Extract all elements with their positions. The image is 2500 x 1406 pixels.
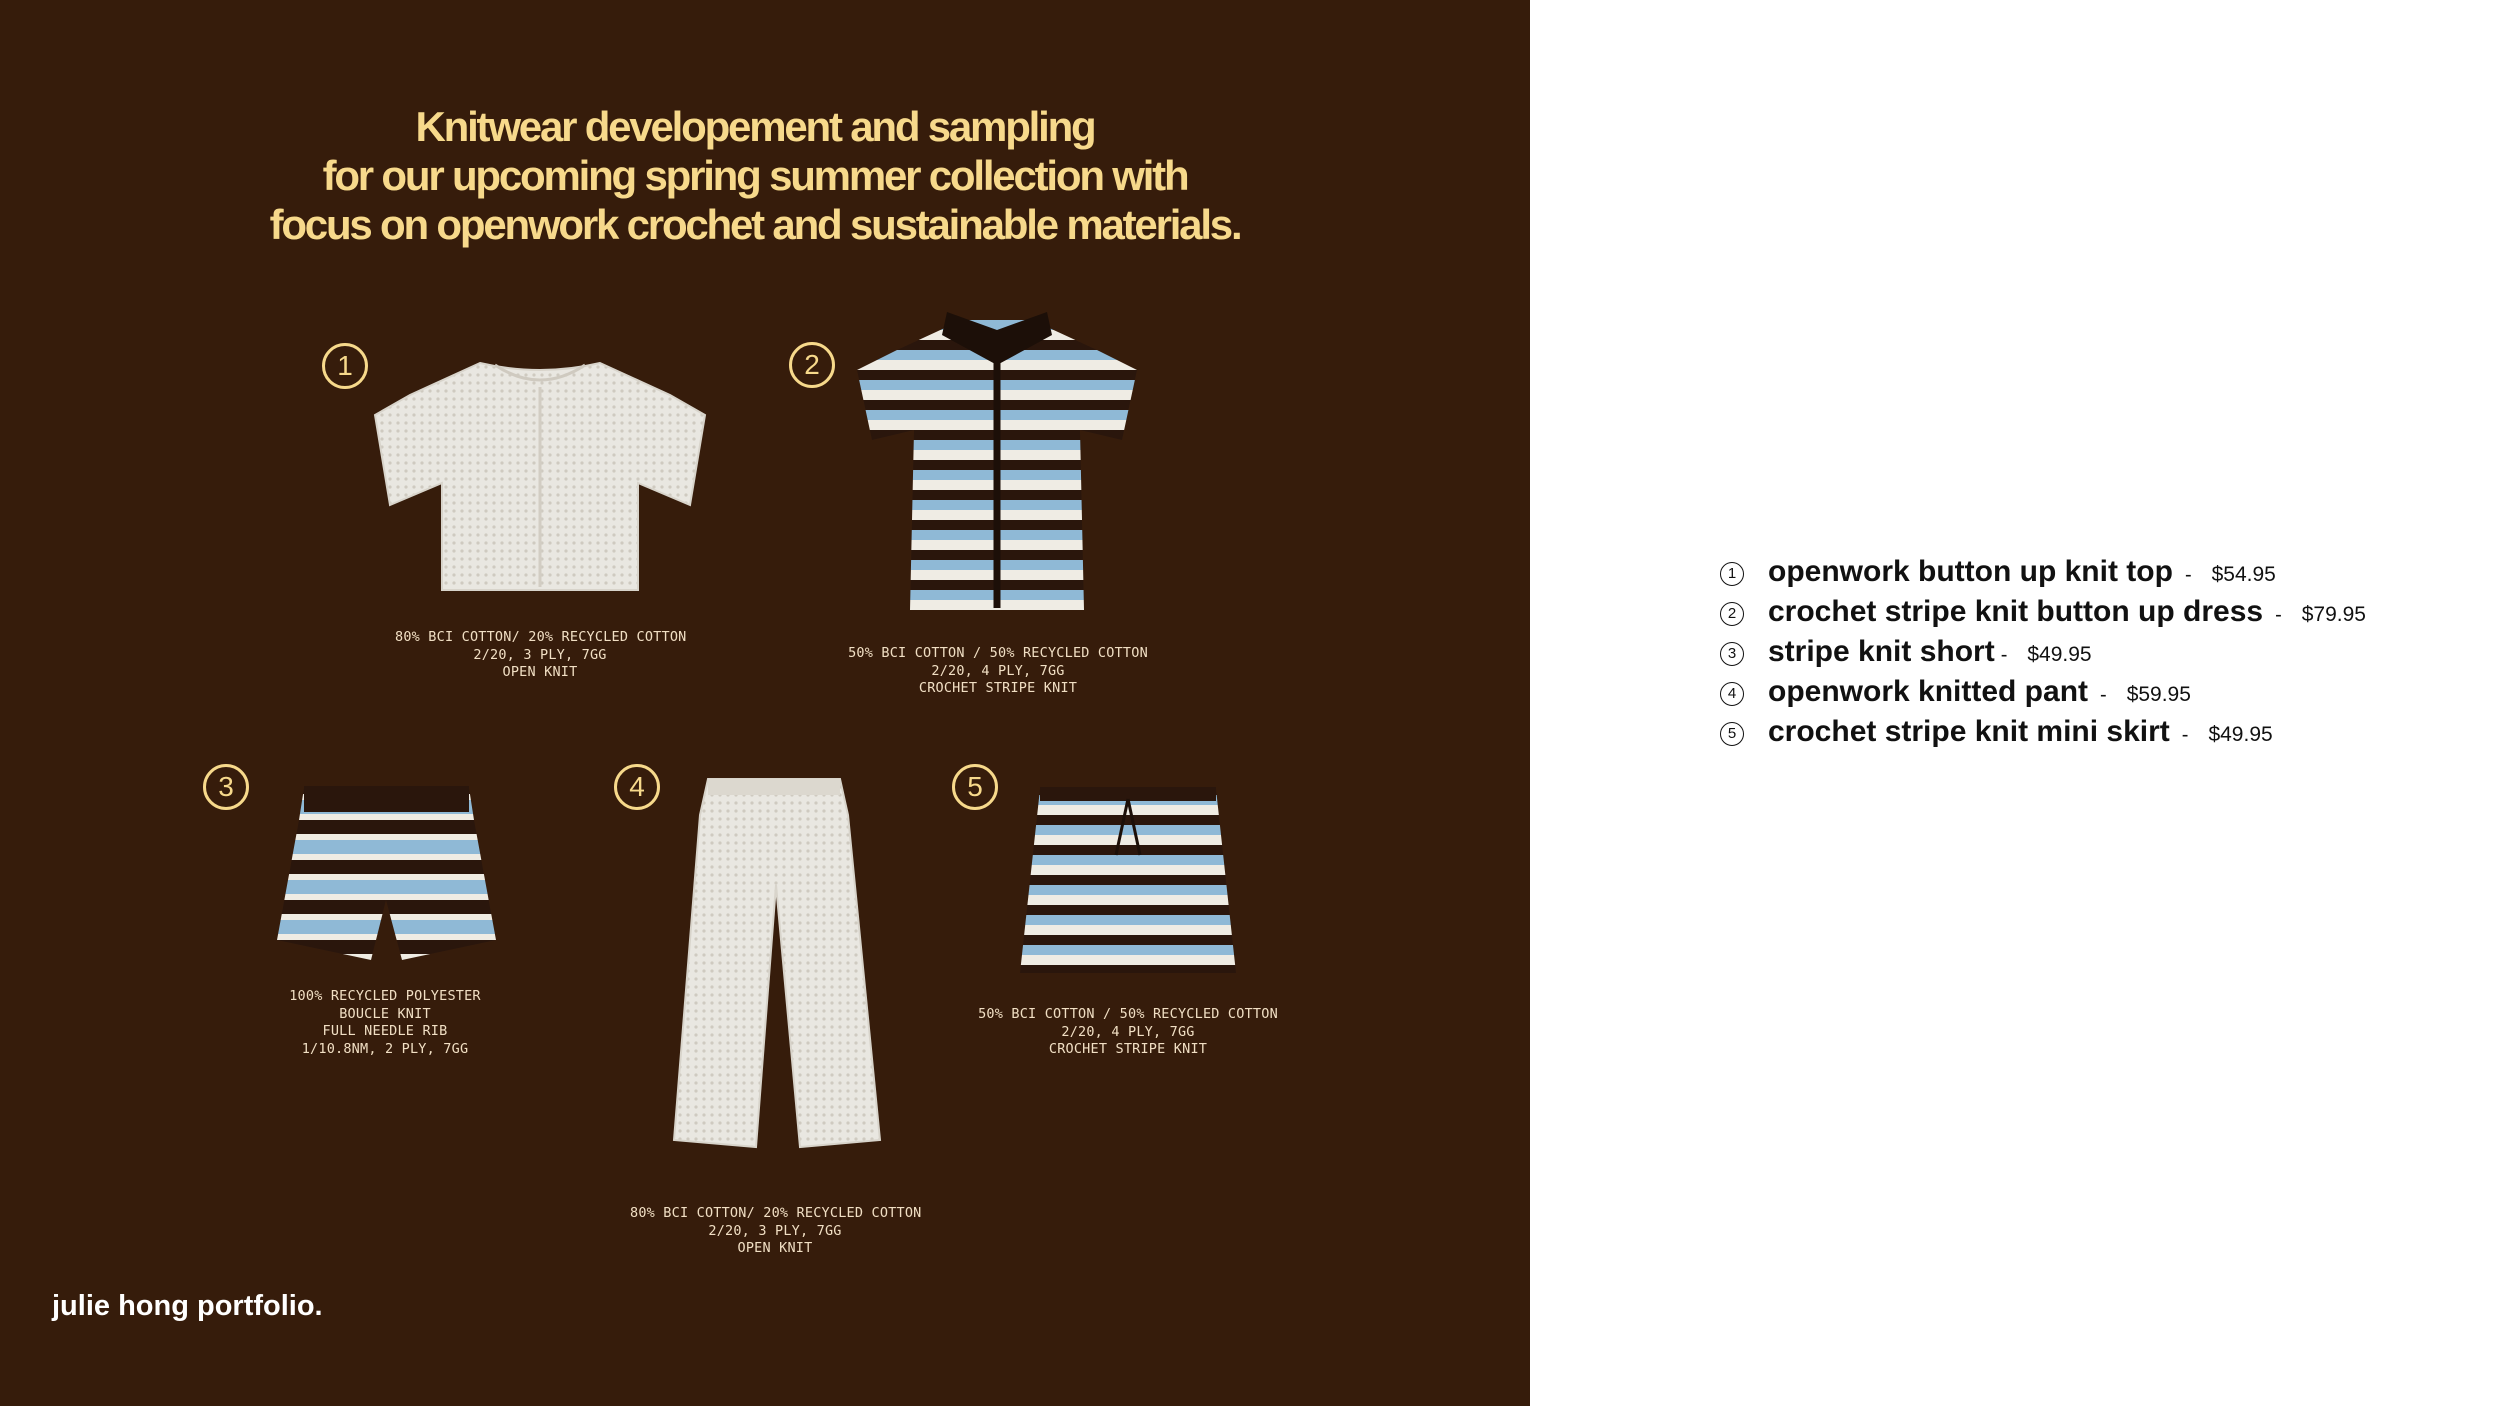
price-row <box>1720 552 2366 592</box>
headline-line-3: focus on openwork crochet and sustainable materials. <box>269 201 1241 248</box>
product-name: crochet stripe knit button up dress <box>1768 595 2264 628</box>
spec-line: BOUCLE KNIT <box>339 1005 431 1022</box>
spec-line: FULL NEEDLE RIB <box>322 1023 448 1039</box>
product-price: $49.95 <box>2027 643 2092 666</box>
spec-line: 50% BCI COTTON / 50% RECYCLED COTTON <box>848 645 1148 661</box>
product-price: $59.95 <box>2126 683 2191 706</box>
price-row <box>1720 712 2366 752</box>
product-name: crochet stripe knit mini skirt <box>1768 715 2170 748</box>
product-price: $79.95 <box>2301 603 2366 626</box>
product-price: $49.95 <box>2208 723 2273 746</box>
item-number-3: 3 <box>203 764 249 810</box>
price-number: 4 <box>1720 682 1744 706</box>
spec-line: 80% BCI COTTON/ 20% RECYCLED COTTON <box>395 629 687 645</box>
spec-line: 80% BCI COTTON/ 20% RECYCLED COTTON <box>630 1205 922 1221</box>
stripe-dress-image <box>852 310 1142 620</box>
item-spec-4 <box>630 1205 920 1258</box>
price-number: 2 <box>1720 602 1744 626</box>
spec-line: 2/20, 4 PLY, 7GG <box>1061 1023 1195 1040</box>
price-dash: - <box>2000 644 2008 666</box>
product-name: stripe knit short <box>1768 635 1995 668</box>
product-name: openwork knitted pant <box>1768 675 2089 708</box>
price-list <box>1720 552 2366 752</box>
spec-line: 1/10.8NM, 2 PLY, 7GG <box>301 1040 469 1057</box>
price-row <box>1720 672 2366 712</box>
headline <box>240 102 1270 249</box>
price-dash: - <box>2100 684 2107 706</box>
price-row <box>1720 592 2366 632</box>
price-dash: - <box>2275 604 2282 626</box>
item-spec-1 <box>395 629 685 682</box>
spec-line: 50% BCI COTTON / 50% RECYCLED COTTON <box>978 1006 1278 1022</box>
spec-line: 2/20, 4 PLY, 7GG <box>931 662 1065 679</box>
item-spec-3 <box>260 988 510 1058</box>
price-dash: - <box>2184 564 2192 586</box>
spec-line: OPEN KNIT <box>502 664 578 680</box>
item-number-2: 2 <box>789 342 835 388</box>
spec-line: 100% RECYCLED POLYESTER <box>289 988 481 1004</box>
openwork-top-image <box>370 355 710 595</box>
spec-line: OPEN KNIT <box>737 1240 813 1256</box>
stripe-short-image <box>274 780 499 965</box>
product-name: openwork button up knit top <box>1768 555 2173 588</box>
price-number: 3 <box>1720 642 1744 666</box>
price-dash: - <box>2181 724 2189 746</box>
price-number: 5 <box>1720 722 1744 746</box>
headline-line-1: Knitwear developement and sampling <box>415 103 1095 150</box>
spec-line: CROCHET STRIPE KNIT <box>1048 1041 1208 1057</box>
product-price: $54.95 <box>2211 563 2276 586</box>
headline-line-2: for our upcoming spring summer collection with <box>322 152 1188 199</box>
item-number-1: 1 <box>322 343 368 389</box>
item-number-5: 5 <box>952 764 998 810</box>
spec-line: CROCHET STRIPE KNIT <box>918 680 1078 696</box>
stripe-skirt-image <box>1018 785 1238 980</box>
price-number: 1 <box>1720 562 1744 586</box>
item-number-4: 4 <box>614 764 660 810</box>
spec-line: 2/20, 3 PLY, 7GG <box>708 1222 842 1239</box>
spec-line: 2/20, 3 PLY, 7GG <box>473 646 607 663</box>
item-spec-5 <box>978 1006 1278 1059</box>
portfolio-footer: julie hong portfolio. <box>52 1290 323 1322</box>
price-row <box>1720 632 2366 672</box>
item-spec-2 <box>848 645 1148 698</box>
openwork-pant-image <box>668 775 888 1155</box>
